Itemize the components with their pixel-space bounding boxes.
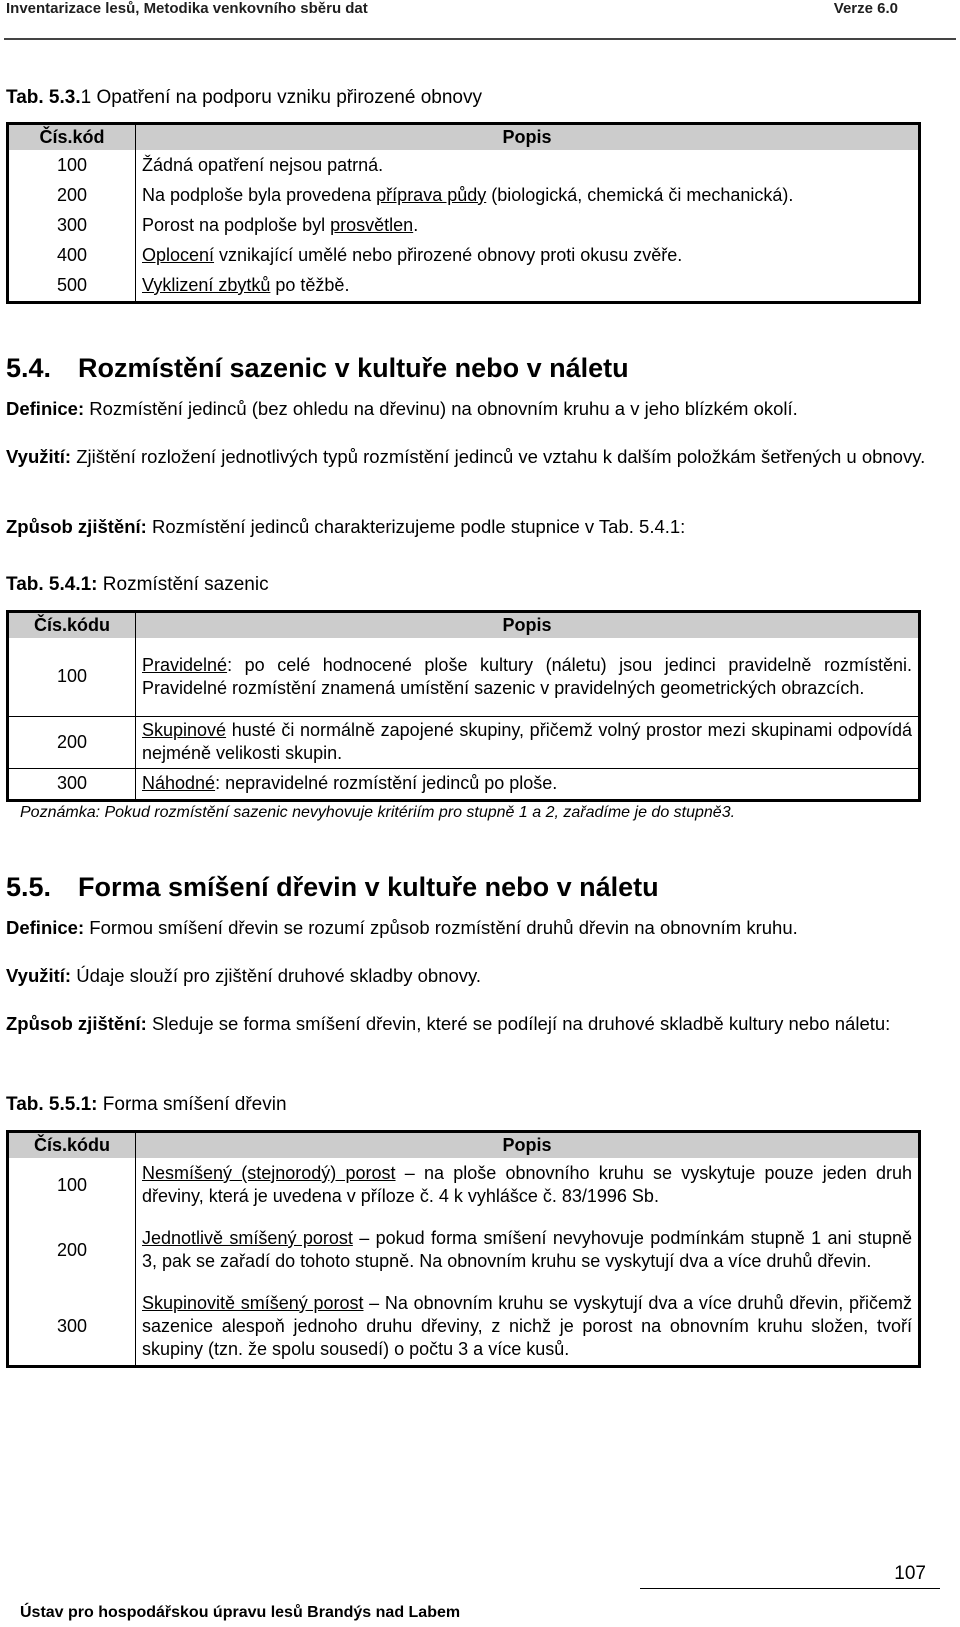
section-55-definition: Definice: Formou smíšení dřevin se rozumí způsob rozmístění druhů dřevin na obnovním kruhu. [6,917,798,938]
table-row: 200 Jednotlivě smíšený porost – pokud forma smíšení nevyhovuje podmínkám stupně 1 ani stupně 3, pak se zařadí do tohoto stupně. Na obnovním kruhu se vyskytují dva a více druhů dřevin. [8,1212,920,1288]
section-54-usage: Využití: Zjištění rozložení jednotlivých typů rozmístění jedinců ve vztahu k dalším položkám šetřených u obnovy. [6,446,926,467]
header-title: Inventarizace lesů, Metodika venkovního sběru dat [6,0,368,17]
table-row: 300 Skupinovitě smíšený porost – Na obnovním kruhu se vyskytují dva a více druhů dřevin, přičemž sazenice alespoň jednoho druhu dřeviny, z nichž je porost na obnovním kruhu složen, tvoří skupiny (tzn. že spolu sousedí) o počtu 3 a více kusů. [8,1288,920,1366]
table-551-caption: Tab. 5.5.1: Forma smíšení dřevin [6,1094,287,1115]
section-54-heading: 5.4. Rozmístění sazenic v kultuře nebo v náletu [6,353,629,383]
table-541-note: Poznámka: Pokud rozmístění sazenic nevyhovuje kritériím pro stupně 1 a 2, zařadíme je do stupně3. [20,804,736,821]
table-row: 200 Na podploše byla provedena příprava půdy (biologická, chemická či mechanická). [8,180,920,210]
section-55-method: Způsob zjištění: Sleduje se forma smíšení dřevin, které se podílejí na druhové skladbě kultury nebo náletu: [6,1013,891,1034]
section-55-heading: 5.5. Forma smíšení dřevin v kultuře nebo v náletu [6,872,659,902]
table-row: 100 Žádná opatření nejsou patrná. [8,150,920,180]
footer-organization: Ústav pro hospodářskou úpravu lesů Brandýs nad Labem [20,1604,461,1621]
table-row: 400 Oplocení vznikající umělé nebo přirozené obnovy proti okusu zvěře. [8,240,920,270]
table-531 [6,122,921,304]
table-531-caption: Tab. 5.3.1 Opatření na podporu vzniku přirozené obnovy [6,87,482,108]
table-551-header-desc: Popis [136,1132,920,1159]
table-row: 100 Nesmíšený (stejnorodý) porost – na ploše obnovního kruhu se vyskytuje pouze jeden druh dřeviny, která je uvedena v příloze č. 4 k vyhlášce č. 83/1996 Sb. [8,1158,920,1212]
table-541-header-code: Čís.kódu [8,612,136,639]
table-551 [6,1130,921,1368]
table-row: 200 Skupinové husté či normálně zapojené skupiny, přičemž volný prostor mezi skupinami odpovídá nejméně velikosti skupin. [8,716,920,768]
section-55-usage: Využití: Údaje slouží pro zjištění druhové skladby obnovy. [6,965,482,986]
table-551-header-code: Čís.kódu [8,1132,136,1159]
table-531-header-code: Čís.kód [8,124,136,151]
table-row: 300 Náhodné: nepravidelné rozmístění jedinců po ploše. [8,768,920,800]
footer-divider [640,1588,940,1589]
section-54-definition: Definice: Rozmístění jedinců (bez ohledu na dřevinu) na obnovním kruhu a v jeho blízkém okolí. [6,398,798,419]
table-541-caption: Tab. 5.4.1: Rozmístění sazenic [6,574,269,595]
table-531-header-desc: Popis [136,124,920,151]
table-row: 500 Vyklizení zbytků po těžbě. [8,270,920,302]
table-541-header-desc: Popis [136,612,920,639]
table-541 [6,610,921,802]
table-row: 100 Pravidelné: po celé hodnocené ploše kultury (náletu) jsou jedinci pravidelně rozmístěni. Pravidelné rozmístění znamená umístění sazenic v pravidelných geometrických obrazcích. [8,638,920,716]
table-row: 300 Porost na podploše byl prosvětlen. [8,210,920,240]
page-number: 107 [894,1563,926,1584]
header-version: Verze 6.0 [833,0,898,17]
section-54-method: Způsob zjištění: Rozmístění jedinců charakterizujeme podle stupnice v Tab. 5.4.1: [6,516,686,537]
header-divider [4,38,956,40]
